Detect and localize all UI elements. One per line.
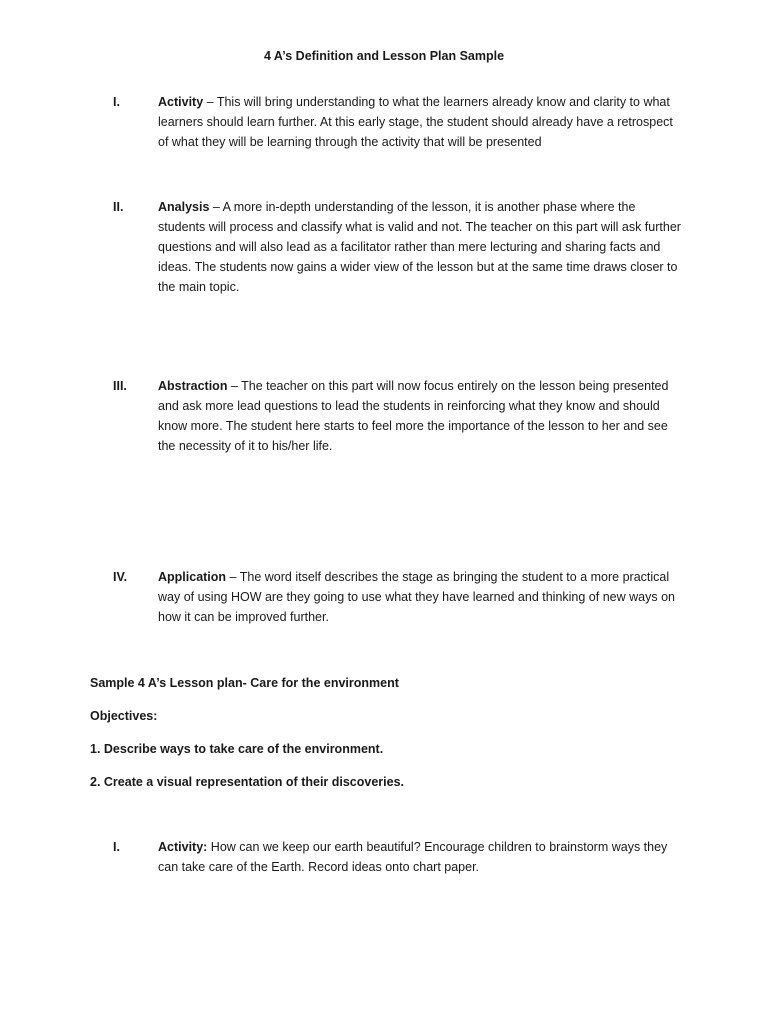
plan-text — [158, 837, 683, 877]
numeral: IV. — [113, 570, 128, 584]
term-label: Activity: — [158, 840, 208, 854]
term-description: – This will bring understanding to what the learners already know and clarity to what learners should learn further. At this early stage, the student should already have a retrospect of what they will be learning through the activity that will be presented — [158, 95, 673, 149]
objectives-heading: Objectives: — [90, 709, 158, 723]
numeral: II. — [113, 200, 124, 214]
term-description: – The word itself describes the stage as bringing the student to a more practical way of using HOW are they going to use what they have learned and thinking of new ways on how it can be improved further. — [158, 570, 675, 624]
term-description: – A more in-depth understanding of the lesson, it is another phase where the students will process and classify what is valid and not. The teacher on this part will ask further questions and will also lead as a facilitator rather than mere lecturing and sharing facts and ideas. The students now gains a wider view of the lesson but at the same time draws closer to the main topic. — [158, 200, 681, 294]
numeral: I. — [113, 95, 120, 109]
objective-item: 1. Describe ways to take care of the environment. — [90, 742, 384, 756]
numeral: III. — [113, 379, 127, 393]
term-label: Application — [158, 570, 227, 584]
objective-item: 2. Create a visual representation of their discoveries. — [90, 775, 405, 789]
definition-text — [158, 567, 683, 627]
page-title: 4 A’s Definition and Lesson Plan Sample — [263, 49, 505, 63]
term-label: Activity — [158, 95, 204, 109]
definition-text — [158, 376, 683, 456]
term-label: Abstraction — [158, 379, 228, 393]
term-description: How can we keep our earth beautiful? Encourage children to brainstorm ways they can take care of the Earth. Record ideas onto chart paper. — [158, 840, 668, 874]
definition-text — [158, 92, 683, 152]
term-label: Analysis — [158, 200, 210, 214]
numeral: I. — [113, 840, 120, 854]
definition-text — [158, 197, 683, 297]
sample-heading: Sample 4 A’s Lesson plan- Care for the environment — [90, 676, 399, 690]
term-description: – The teacher on this part will now focus entirely on the lesson being presented and ask more lead questions to lead the students in reinforcing what they know and should know more. The student here starts to feel more the importance of the lesson to her and see the necessity of it to his/her life. — [158, 379, 669, 453]
